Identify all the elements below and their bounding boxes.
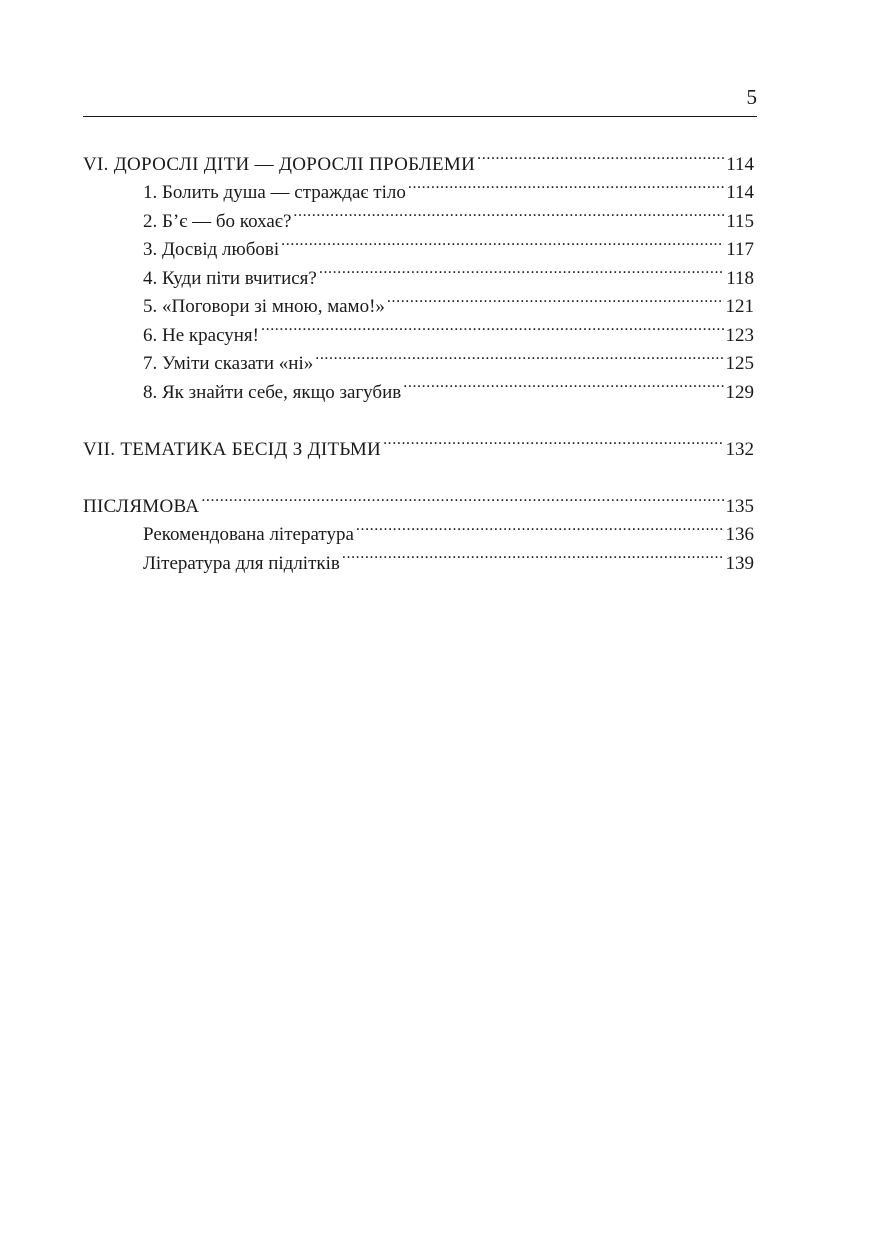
toc-page-number: 123 xyxy=(725,324,754,346)
toc-page-number: 136 xyxy=(725,524,754,545)
dot-leader xyxy=(387,284,724,313)
toc-page-number: 118 xyxy=(726,267,754,289)
toc-page-number: 114 xyxy=(726,153,754,175)
dot-leader xyxy=(477,141,724,170)
dot-leader xyxy=(261,312,724,341)
dot-leader xyxy=(315,341,723,370)
toc-page-number: 117 xyxy=(726,239,754,260)
dot-leader xyxy=(356,512,724,541)
toc-page-number: 114 xyxy=(726,182,754,203)
header-rule xyxy=(83,116,757,117)
toc-page-number: 135 xyxy=(725,495,754,517)
toc-entry-label: 5. «Поговори зі мною, мамо!» xyxy=(143,296,385,317)
toc-section-afterword xyxy=(83,483,754,574)
toc-entry-afterword[interactable] xyxy=(83,483,754,517)
toc-section-title: ПІСЛЯМОВА xyxy=(83,495,200,517)
toc-entry-section-vi[interactable] xyxy=(83,141,754,175)
toc-entry-label: 6. Не красуня! xyxy=(143,324,259,346)
toc-entry-label: 7. Уміти сказати «ні» xyxy=(143,353,314,374)
dot-leader xyxy=(293,198,724,227)
dot-leader xyxy=(342,540,724,569)
toc-entry-label: 4. Куди піти вчитися? xyxy=(143,267,317,289)
dot-leader xyxy=(281,227,724,256)
toc-section-title: VI. ДОРОСЛІ ДІТИ — ДОРОСЛІ ПРОБЛЕМИ xyxy=(83,153,476,175)
dot-leader xyxy=(403,369,723,398)
page-number: 5 xyxy=(746,85,757,109)
toc-page-number: 132 xyxy=(725,438,754,460)
dot-leader xyxy=(319,255,724,284)
toc-section-title: VII. ТЕМАТИКА БЕСІД З ДІТЬМИ xyxy=(83,438,382,460)
dot-leader xyxy=(201,483,723,512)
toc-entry-label: 1. Болить душа — страждає тіло xyxy=(143,182,406,203)
dot-leader xyxy=(383,426,723,455)
toc-entry-section-vii[interactable] xyxy=(83,426,754,460)
toc-section-vii xyxy=(83,426,754,460)
toc-page-number: 139 xyxy=(725,552,754,574)
toc-entry-label: Література для підлітків xyxy=(143,552,340,574)
toc-page-number: 121 xyxy=(725,296,754,317)
toc-entry-label: 8. Як знайти себе, якщо загубив xyxy=(143,381,402,403)
toc-page-number: 115 xyxy=(726,210,754,232)
dot-leader xyxy=(408,170,724,199)
toc-entry-label: 3. Досвід любові xyxy=(143,239,280,260)
toc-entry-label: Рекомендована література xyxy=(143,524,354,545)
toc-page-number: 125 xyxy=(725,353,754,374)
toc-entry-label: 2. Б’є — бо кохає? xyxy=(143,210,292,232)
toc-section-vi xyxy=(83,141,754,403)
toc-page-number: 129 xyxy=(725,381,754,403)
table-of-contents xyxy=(83,141,754,574)
